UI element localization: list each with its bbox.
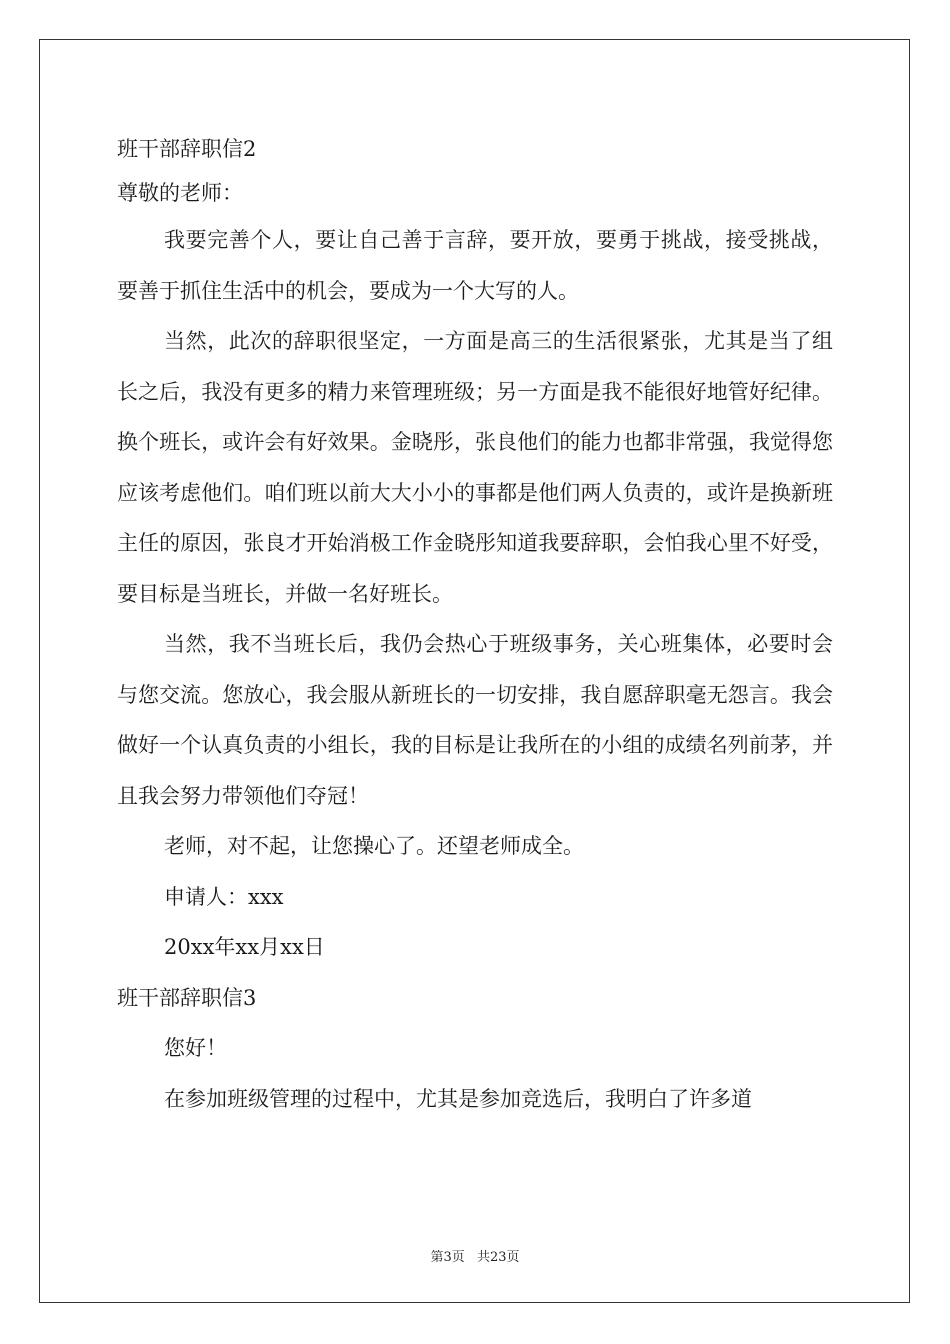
last-paragraph: 在参加班级管理的过程中，尤其是参加竞选后，我明白了许多道 [164, 1086, 752, 1111]
section-title-3: 班干部辞职信3 [117, 985, 257, 1010]
closing-line: 老师，对不起，让您操心了。还望老师成全。 [164, 834, 584, 858]
salutation: 尊敬的老师： [117, 181, 243, 205]
document-body [117, 128, 833, 1124]
paragraph-2: 当然，此次的辞职很坚定，一方面是高三的生活很紧张，尤其是当了组长之后，我没有更多的精力来管理班级；另一方面是我不能很好地管好纪律。换个班长，或许会有好效果。金晓彤，张良他们的能力也都非常强，我觉得您应该考虑他们。咱们班以前大大小小的事都是他们两人负责的，或许是换新班主任的原因，张良才开始消极工作金晓彤知道我要辞职，会怕我心里不好受，要目标是当班长，并做一名好班长。 [117, 329, 833, 606]
page-footer [0, 1246, 950, 1265]
greeting-line: 您好！ [164, 1036, 227, 1060]
date-line: 20xx年xx月xx日 [164, 935, 325, 959]
page-total: 共23页 [476, 1250, 520, 1265]
section-title: 班干部辞职信2 [117, 137, 257, 161]
paragraph-1: 我要完善个人，要让自己善于言辞，要开放，要勇于挑战，接受挑战，要善于抓住生活中的机会，要成为一个大写的人。 [117, 228, 833, 303]
page-number: 第3页 [430, 1250, 465, 1265]
paragraph-3: 当然，我不当班长后，我仍会热心于班级事务，关心班集体，必要时会与您交流。您放心，我会服从新班长的一切安排，我自愿辞职毫无怨言。我会做好一个认真负责的小组长，我的目标是让我所在的小组的成绩名列前茅，并且我会努力带领他们夺冠！ [117, 632, 833, 808]
applicant-line: 申请人：xxx [164, 884, 284, 909]
